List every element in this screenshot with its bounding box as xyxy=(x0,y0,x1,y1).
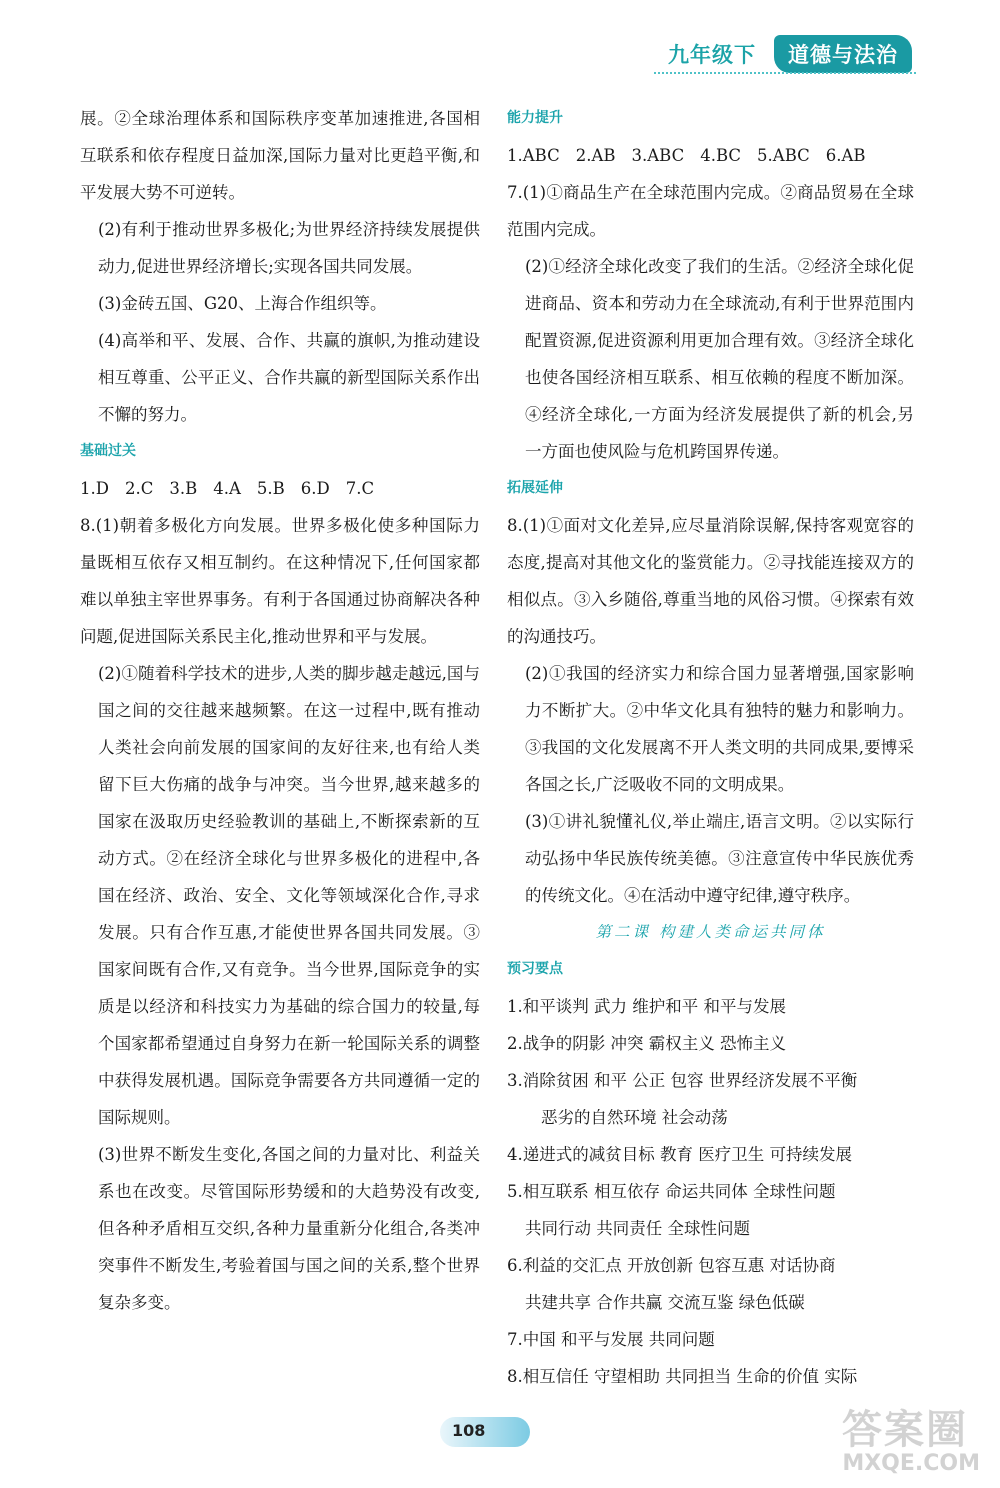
answer-item: 2.AB xyxy=(575,146,616,165)
watermark-top: 答案圈 xyxy=(842,1407,968,1453)
answer-paragraph xyxy=(507,137,914,174)
subject-badge: 道德与法治 xyxy=(774,35,912,73)
answer-paragraph: 共建共享 合作共赢 交流互鉴 绿色低碳 xyxy=(525,1293,805,1312)
page-number-text: 108 xyxy=(452,1421,486,1440)
answer-paragraph: 7.(1)①商品生产在全球范围内完成。②商品贸易在全球范围内完成。 xyxy=(507,183,914,239)
left-column xyxy=(80,100,480,1321)
answer-item: 6.AB xyxy=(825,146,866,165)
answer-paragraph: 恶劣的自然环境 社会动荡 xyxy=(541,1108,728,1127)
answer-paragraph: (4)高举和平、发展、合作、共赢的旗帜,为推动建设相互尊重、公平正义、合作共赢的新型国际关系作出不懈的努力。 xyxy=(98,331,480,424)
answer-paragraph: 展。②全球治理体系和国际秩序变革加速推进,各国相互联系和依存程度日益加深,国际力量对比更趋平衡,和平发展大势不可逆转。 xyxy=(80,109,480,202)
answer-paragraph: 3.消除贫困 和平 公正 包容 世界经济发展不平衡 xyxy=(507,1071,858,1090)
answer-item: 5.ABC xyxy=(757,146,810,165)
answer-paragraph: (2)①经济全球化改变了我们的生活。②经济全球化促进商品、资本和劳动力在全球流动,有利于世界范围内配置资源,促进资源利用更加合理有效。③经济全球化也使各国经济相互联系、相互依赖的程度不断加深。④经济全球化,一方面为经济发展提供了新的机会,另一方面也使风险与危机跨国界传递。 xyxy=(525,257,914,461)
section-heading: 拓展延伸 xyxy=(507,480,563,496)
grade-label: 九年级下 xyxy=(668,43,756,67)
answer-item: 4.BC xyxy=(700,146,742,165)
answer-paragraph: (2)有利于推动世界多极化;为世界经济持续发展提供动力,促进世界经济增长;实现各国共同发展。 xyxy=(98,220,480,276)
answer-paragraph: (2)①我国的经济实力和综合国力显著增强,国家影响力不断扩大。②中华文化具有独特的魅力和影响力。③我国的文化发展离不开人类文明的共同成果,要博采各国之长,广泛吸收不同的文明成果。 xyxy=(525,664,914,794)
answer-paragraph: 2.战争的阴影 冲突 霸权主义 恐怖主义 xyxy=(507,1034,786,1053)
answer-item: 3.B xyxy=(169,479,198,498)
answer-item: 3.ABC xyxy=(631,146,685,165)
watermark-bottom: MXQE.COM xyxy=(842,1451,980,1476)
section-heading: 能力提升 xyxy=(507,110,563,126)
page-header xyxy=(668,34,912,74)
answer-item: 6.D xyxy=(300,479,330,498)
answer-paragraph: 4.递进式的减贫目标 教育 医疗卫生 可持续发展 xyxy=(507,1145,852,1164)
answer-item: 5.B xyxy=(256,479,285,498)
answer-paragraph: 8.(1)①面对文化差异,应尽量消除误解,保持客观宽容的态度,提高对其他文化的鉴赏能力。②寻找能连接双方的相似点。③入乡随俗,尊重当地的风俗习惯。④探索有效的沟通技巧。 xyxy=(507,516,914,646)
page-number xyxy=(440,1417,530,1447)
answer-paragraph: 6.利益的交汇点 开放创新 包容互惠 对话协商 xyxy=(507,1256,836,1275)
answer-item: 7.C xyxy=(345,479,375,498)
answer-paragraph: (3)①讲礼貌懂礼仪,举止端庄,语言文明。②以实际行动弘扬中华民族传统美德。③注意宣传中华民族优秀的传统文化。④在活动中遵守纪律,遵守秩序。 xyxy=(525,812,914,905)
answer-paragraph: 7.中国 和平与发展 共同问题 xyxy=(507,1330,715,1349)
answer-item: 1.D xyxy=(80,479,109,498)
answer-paragraph: 5.相互联系 相互依存 命运共同体 全球性问题 xyxy=(507,1182,836,1201)
answer-item: 4.A xyxy=(213,479,241,498)
answer-item: 2.C xyxy=(124,479,154,498)
answer-paragraph: (2)①随着科学技术的进步,人类的脚步越走越远,国与国之间的交往越来越频繁。在这一过程中,既有推动人类社会向前发展的国家间的友好往来,也有给人类留下巨大伤痛的战争与冲突。当今世界,越来越多的国家在汲取历史经验教训的基础上,不断探索新的互动方式。②在经济全球化与世界多极化的进程中,各国在经济、政治、安全、文化等领域深化合作,寻求发展。只有合作互惠,才能使世界各国共同发展。③国家间既有合作,又有竞争。当今世界,国际竞争的实质是以经济和科技实力为基础的综合国力的较量,每个国家都希望通过自身努力在新一轮国际关系的调整中获得发展机遇。国际竞争需要各方共同遵循一定的国际规则。 xyxy=(98,664,480,1127)
header-divider xyxy=(654,72,916,74)
answer-item: 1.ABC xyxy=(507,146,560,165)
answer-paragraph: 共同行动 共同责任 全球性问题 xyxy=(525,1219,750,1238)
section-heading: 基础过关 xyxy=(80,443,136,459)
watermark-logo xyxy=(796,1398,986,1476)
answer-paragraph: 8.(1)朝着多极化方向发展。世界多极化使多种国际力量既相互依存又相互制约。在这种情况下,任何国家都难以单独主宰世界事务。有利于各国通过协商解决各种问题,促进国际关系民主化,推动世界和平与发展。 xyxy=(80,516,480,646)
right-column xyxy=(507,100,914,1395)
section-heading: 预习要点 xyxy=(507,961,563,977)
answer-paragraph: 8.相互信任 守望相助 共同担当 生命的价值 实际 xyxy=(507,1367,858,1386)
answer-paragraph xyxy=(80,470,480,507)
answer-paragraph: (3)金砖五国、G20、上海合作组织等。 xyxy=(98,294,387,313)
lesson-title: 第二课 构建人类命运共同体 xyxy=(595,923,826,941)
answer-paragraph: 1.和平谈判 武力 维护和平 和平与发展 xyxy=(507,997,786,1016)
answer-paragraph: (3)世界不断发生变化,各国之间的力量对比、利益关系也在改变。尽管国际形势缓和的大趋势没有改变,但各种矛盾相互交织,各种力量重新分化组合,各类冲突事件不断发生,考验着国与国之间的关系,整个世界复杂多变。 xyxy=(98,1145,480,1312)
